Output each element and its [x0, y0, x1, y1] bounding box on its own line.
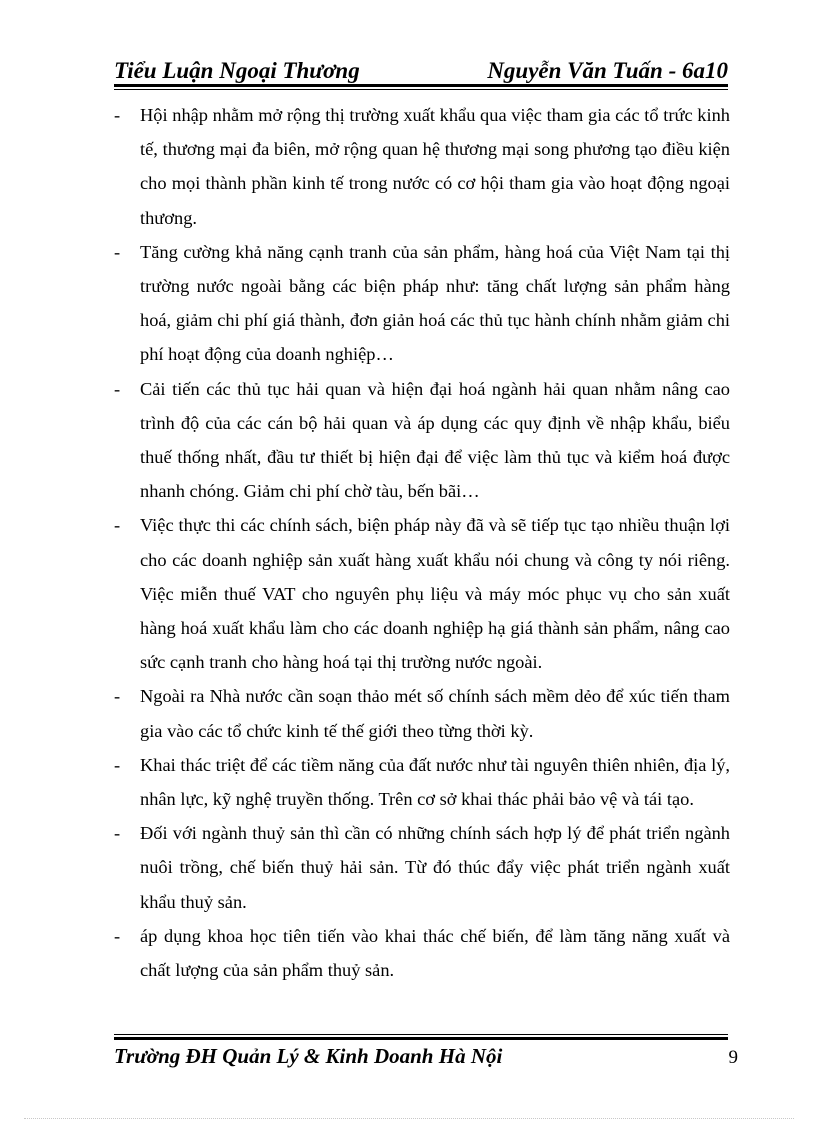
bullet-marker: - — [114, 754, 121, 775]
bullet-marker: - — [114, 823, 121, 844]
header-rule-thick — [114, 84, 728, 87]
list-item — [114, 919, 730, 987]
page-footer — [114, 1044, 738, 1069]
list-item — [114, 372, 730, 509]
footer-school: Trường ĐH Quản Lý & Kinh Doanh Hà Nội — [114, 1044, 503, 1068]
bullet-marker: - — [114, 105, 121, 125]
header-title: Tiểu Luận Ngoại Thương — [114, 58, 360, 83]
bullet-marker: - — [114, 925, 121, 946]
bullet-marker: - — [114, 686, 121, 707]
list-item — [114, 235, 730, 372]
list-item — [114, 816, 730, 919]
list-item-text: Việc thực thi các chính sách, biện pháp này đã và sẽ tiếp tục tạo nhiều thuận lợi cho các doanh nghiệp sản xuất hàng xuất khẩu nói chung và công ty nói riêng. Việc miễn thuế VAT cho nguyên phụ liệu và máy móc phục vụ cho sản xuất hàng hoá xuất khẩu làm cho các doanh nghiệp hạ giá thành sản phẩm, nâng cao sức cạnh tranh cho hàng hoá tại thị trường nước ngoài. — [140, 515, 730, 673]
bullet-list — [114, 98, 730, 987]
list-item — [114, 748, 730, 816]
bullet-marker: - — [114, 515, 121, 536]
header-author: Nguyễn Văn Tuấn - 6a10 — [487, 58, 728, 83]
footer-rule-thick — [114, 1037, 728, 1040]
list-item-text: Hội nhập nhằm mở rộng thị trường xuất khẩu qua việc tham gia các tổ trức kinh tế, thương mại đa biên, mở rộng quan hệ thương mại song phương tạo điều kiện cho mọi thành phần kinh tế trong nước có cơ hội tham gia vào hoạt động ngoại thương. — [140, 105, 730, 228]
list-item-text: Ngoài ra Nhà nước cần soạn thảo mét số chính sách mềm dẻo để xúc tiến tham gia vào các tổ chức kinh tế thế giới theo từng thời kỳ. — [140, 686, 730, 741]
list-item — [114, 98, 730, 235]
list-item-text: Đối với ngành thuỷ sản thì cần có những chính sách hợp lý để phát triển ngành nuôi trồng, chế biến thuỷ hải sản. Từ đó thúc đẩy việc phát triển ngành xuất khẩu thuỷ sản. — [140, 823, 730, 912]
list-item-text: áp dụng khoa học tiên tiến vào khai thác chế biến, để làm tăng năng xuất và chất lượng của sản phẩm thuỷ sản. — [140, 925, 730, 981]
footer-rule-thin — [114, 1034, 728, 1035]
list-item — [114, 679, 730, 747]
page-number: 9 — [728, 1047, 738, 1068]
header-rule-thin — [114, 89, 728, 90]
list-item — [114, 508, 730, 679]
bullet-marker: - — [114, 378, 121, 399]
bullet-marker: - — [114, 241, 121, 262]
list-item-text: Khai thác triệt để các tiềm năng của đất nước như tài nguyên thiên nhiên, địa lý, nhân lực, kỹ nghệ truyền thống. Trên cơ sở khai thác phải bảo vệ và tái tạo. — [140, 754, 730, 810]
list-item-text: Cải tiến các thủ tục hải quan và hiện đại hoá ngành hải quan nhằm nâng cao trình độ của các cán bộ hải quan và áp dụng các quy định về nhập khẩu, biểu thuế thống nhất, đầu tư thiết bị hiện đại để việc làm thủ tục và kiểm hoá được nhanh chóng. Giảm chi phí chờ tàu, bến bãi… — [140, 378, 730, 502]
page-edge-divider — [24, 1118, 794, 1119]
list-item-text: Tăng cường khả năng cạnh tranh của sản phẩm, hàng hoá của Việt Nam tại thị trường nước ngoài bằng các biện pháp như: tăng chất lượng sản phẩm hàng hoá, giảm chi phí giá thành, đơn giản hoá các thủ tục hành chính nhằm giảm chi phí hoạt động của doanh nghiệp… — [140, 241, 730, 365]
page-header — [114, 48, 728, 84]
